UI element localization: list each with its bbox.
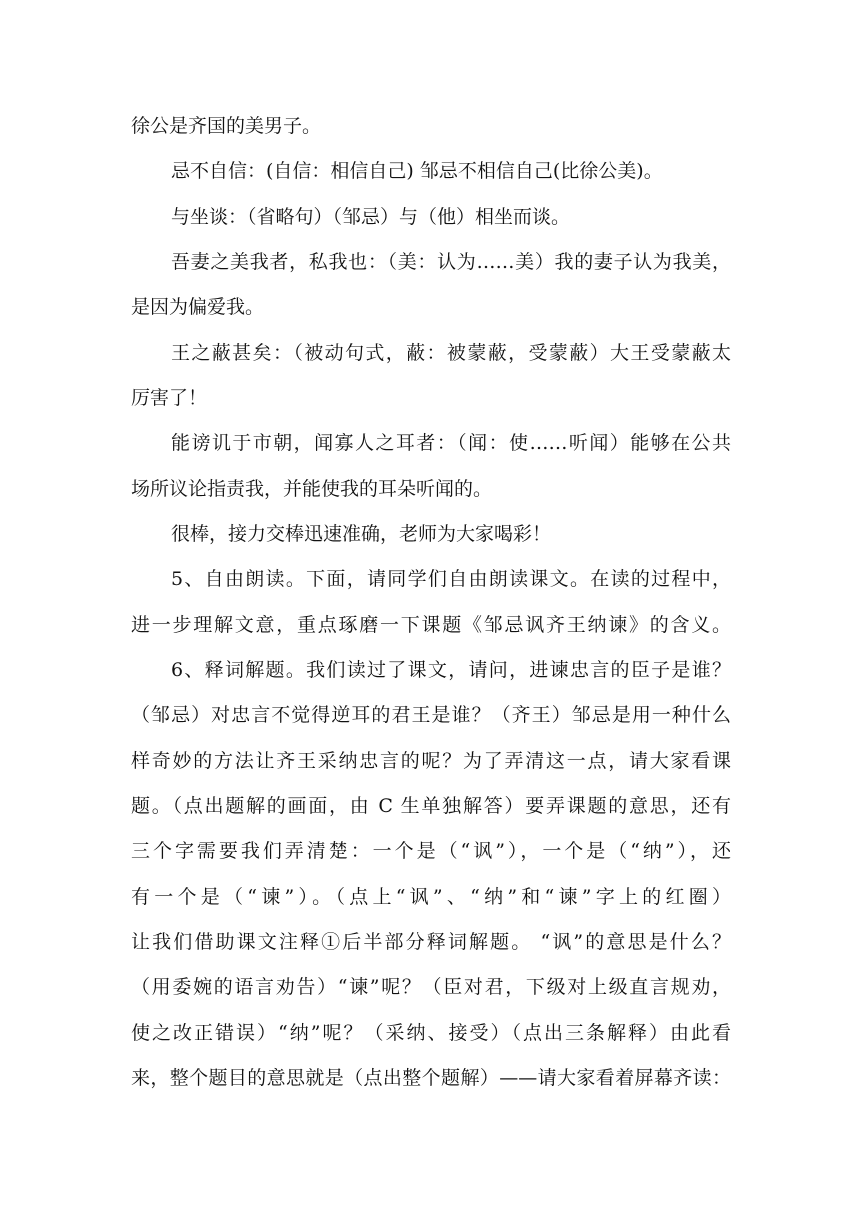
text-line: 能谤讥于市朝，闻寡人之耳者：（闻：使……听闻）能够在公共: [171, 432, 731, 454]
text-line: 王之蔽甚矣：（被动句式，蔽：被蒙蔽，受蒙蔽）大王受蒙蔽太: [171, 342, 731, 364]
text-line: 让我们借助课文注释①后半部分释词解题。 “讽”的意思是什么？: [131, 931, 731, 953]
text-line: 与坐谈：（省略句）（邹忌）与（他）相坐而谈。: [171, 206, 571, 228]
text-line: （邹忌）对忠言不觉得逆耳的君王是谁？（齐王）邹忌是用一种什么: [131, 704, 731, 726]
text-line: 很棒，接力交棒迅速准确，老师为大家喝彩！: [171, 523, 552, 545]
text-line: 场所议论指责我，并能使我的耳朵听闻的。: [131, 478, 493, 500]
text-line: 徐公是齐国的美男子。: [131, 115, 322, 137]
text-line: （用委婉的语言劝告）“谏”呢？（臣对君，下级对上级直言规劝，: [131, 976, 731, 998]
text-line: 吾妻之美我者，私我也：（美：认为……美）我的妻子认为我美，: [171, 251, 731, 273]
text-line: 6、释词解题。我们读过了课文，请问，进谏忠言的臣子是谁？: [171, 659, 731, 681]
text-line: 题。（点出题解的画面，由 C 生单独解答）要弄课题的意思，还有: [131, 795, 731, 817]
text-line: 样奇妙的方法让齐王采纳忠言的呢？为了弄清这一点，请大家看课: [131, 750, 731, 772]
text-line: 三个字需要我们弄清楚：一个是（“讽”），一个是（“纳”），还: [131, 840, 731, 862]
text-line: 厉害了！: [131, 387, 208, 409]
text-line: 来，整个题目的意思就是（点出整个题解）——请大家看着屏幕齐读：: [131, 1067, 731, 1089]
text-line: 使之改正错误）“纳”呢？（采纳、接受）（点出三条解释）由此看: [131, 1022, 731, 1044]
text-line: 忌不自信：(自信：相信自己) 邹忌不相信自己(比徐公美)。: [171, 160, 663, 182]
text-line: 5、自由朗读。下面，请同学们自由朗读课文。在读的过程中，: [171, 568, 731, 590]
text-line: 是因为偏爱我。: [131, 296, 265, 318]
text-line: 进一步理解文意，重点琢磨一下课题《邹忌讽齐王纳谏》的含义。: [131, 614, 731, 636]
text-line: 有一个是（“谏”）。（点上“讽”、“纳”和“谏”字上的红圈）: [131, 886, 731, 908]
